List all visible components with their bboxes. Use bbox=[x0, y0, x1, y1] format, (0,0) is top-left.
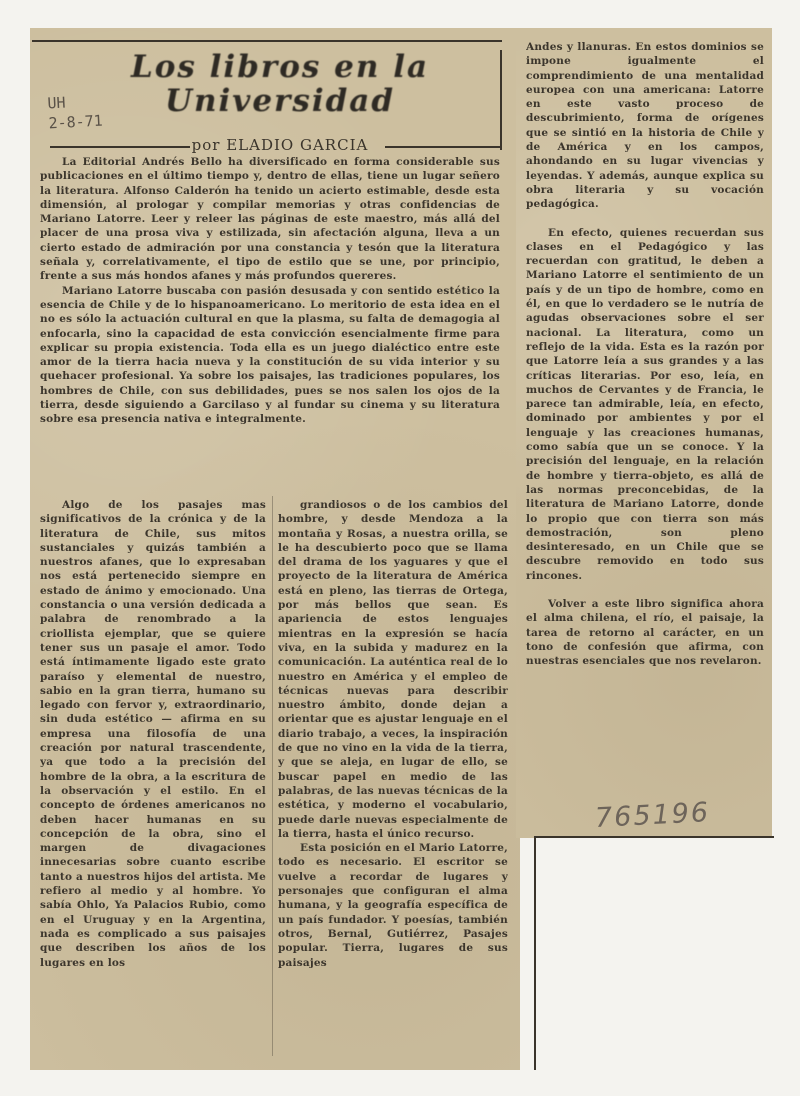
clipping-cut-edge bbox=[534, 836, 774, 838]
paragraph: grandiosos o de los cambios del hombre, y desde Mendoza a la montaña y Rosas, a nuestra orilla, se le ha descubierto poco que se llama del drama de los yaguares y que el proyecto de la literatura de América está en pleno, las tierras de Ortega, por más bellos que sean. Es apariencia de estos lenguajes mientras en la expresión se hacía viva, en la subida y madurez en la comunicación. La auténtica real de lo nuestro en América y el empleo de técnicas nuevas para describir nuestro ámbito, donde dejan a orientar que es ajustar lenguaje en el diario trabajo, a veces, la inspiración de que no vino en la vida de la tierra, y que se aleja, en lugar de ello, se buscar papel en medio de las palabras, de las nuevas técnicas de la estética, y moderno el vocabulario, puede darle nuevas especialmente de la tierra, hasta el único recurso. bbox=[278, 499, 508, 840]
note-date: 2-8-71 bbox=[48, 111, 104, 133]
paragraph: Mariano Latorre buscaba con pasión desusada y con sentido estético la esencia de Chile y de lo hispanoamericano. Lo meritorio de esta idea en el no es sólo la actuación cultural en que la plasma, su falta de demagogia al enfocarla, sino la capacidad de esta convicción esencialmente firme para explicar su propia existencia. Toda ella es un juego dialéctico entre este amor de la tierra hacia nueva y la constitución de su vida interior y su quehacer profesional. Ya sobre los paisajes, las tradiciones populares, los hombres de Chile, con sus debilidades, pues se nos salen los ojos de la tierra, desde siguiendo a Garcilaso y al fundar su cinema y su literatura sobre esa presencia nativa e integralmente. bbox=[40, 284, 500, 426]
headline-box-right-rule bbox=[500, 50, 502, 150]
column-divider bbox=[272, 496, 273, 1056]
intro-text bbox=[40, 155, 500, 490]
paragraph: En efecto, quienes recuerdan sus clases en el Pedagógico y las recuerdan con gratitud, le deben a Mariano Latorre el sentimiento de un país y de un tipo de hombre, como en él, en que lo verdadero se le nutría de agudas observaciones sobre el ser nacional. La literatura, como un reflejo de la vida. Esta es la razón por que Latorre leía a sus grandes y a las críticas literarias. Por eso, leía, en muchos de Cervantes y de Francia, le parece tan admirable, leía, en efecto, dominado por ambientes y por el lenguaje y las creaciones humanas, como sabía que un se conoce. Y la precisión del lenguaje, en la relación de hombre y tierra-objeto, es allá de las normas preconcebidas, de la literatura de Mariano Latorre, donde lo propio que con tierra son más demostración, son pleno desinteresado, en un Chile que se descubre removido en todo sus rincones. bbox=[526, 226, 764, 582]
headline-line-2: Universidad bbox=[164, 83, 396, 119]
paragraph: Esta posición en el Mario Latorre, todo es necesario. El escritor se vuelve a recordar de lugares y personajes que configuran el alma humana, y la geografía específica de un país fundador. Y poesías, también otros, Bernal, Gutiérrez, Pasajes popular. Tierra, lugares de sus paisajes bbox=[278, 842, 508, 969]
article-headline bbox=[90, 50, 470, 118]
column-2 bbox=[278, 498, 508, 1060]
byline-right-rule bbox=[385, 146, 500, 148]
note-source: UH bbox=[47, 93, 67, 113]
byline-left-rule bbox=[50, 146, 190, 148]
paragraph: Algo de los pasajes mas significativos de la crónica y de la literatura de Chile, sus mitos sustanciales y quizás también a nuestros afanes, que lo expresaban nos está pertenecido siempre en estado de ánimo y emocionado. Una constancia o una versión dedicada a palabra de renombrado a la criollista ejemplar, que se quiere tener sus un pasaje el amor. Todo está íntimamente ligado este grato paraíso y elemental de nuestro, sabio en la gran tierra, humano su legado con fervor y, extraordinario, sin duda estético — afirma en su empresa una filosofía de una creación por natural trascendente, ya que todo a la precisión del hombre de la obra, a la escritura de la observación y el estilo. En el concepto de órdenes americanos no deben hacer humanas en su concepción de la obra, sino el margen de divagaciones innecesarias sobre cuanto escribe tanto a nuestros hijos del artista. Me refiero al medio y al hombre. Yo sabía Ohlo, Ya Palacios Rubio, como en el Uruguay y en la Argentina, nada es complicado a sus paisajes que describen los años de los lugares en los bbox=[40, 499, 266, 969]
byline: por ELADIO GARCIA bbox=[191, 136, 369, 154]
column-1 bbox=[40, 498, 266, 1060]
paragraph: Andes y llanuras. En estos dominios se impone igualmente el comprendimiento de una mentalidad europea con una americana: Latorre en este vasto proceso de descubrimiento, forma de orígenes que se sintió en la historia de Chile y de América y en los campos, ahondando en su lugar vivencias y leyendas. Y además, aunque explica su obra literaria y su vocación pedagógica. bbox=[526, 41, 764, 211]
clipping-cut-edge-vertical bbox=[534, 836, 536, 1070]
paragraph: La Editorial Andrés Bello ha diversificado en forma considerable sus publicaciones en el último tiempo y, dentro de ellas, tiene un lugar señero la literatura. Alfonso Calderón ha tenido un acierto estimable, desde esta dimensión, al prologar y compilar memorias y otras confidencias de Mariano Latorre. Leer y releer las páginas de este maestro, más allá del placer de una prosa viva y estilizada, sin afectación alguna, lleva a un cierto estado de admiración por una constancia y tesón que la literatura señala y, correlativamente, el tipo de estilo que se une, por principio, frente a sus más hondos afanes y más profundos quereres. bbox=[40, 156, 500, 283]
column-3 bbox=[526, 40, 764, 810]
headline-box-top-rule bbox=[32, 40, 502, 42]
handwritten-date-note bbox=[47, 91, 103, 134]
paragraph: Volver a este libro significa ahora el alma chilena, el río, el paisaje, la tarea de retorno al carácter, en un tono de confesión que afirma, con nuestras esenciales que nos revelaron. bbox=[526, 597, 764, 668]
handwritten-archive-number: 765196 bbox=[594, 797, 711, 834]
headline-line-1: Los libros en la bbox=[130, 49, 430, 85]
